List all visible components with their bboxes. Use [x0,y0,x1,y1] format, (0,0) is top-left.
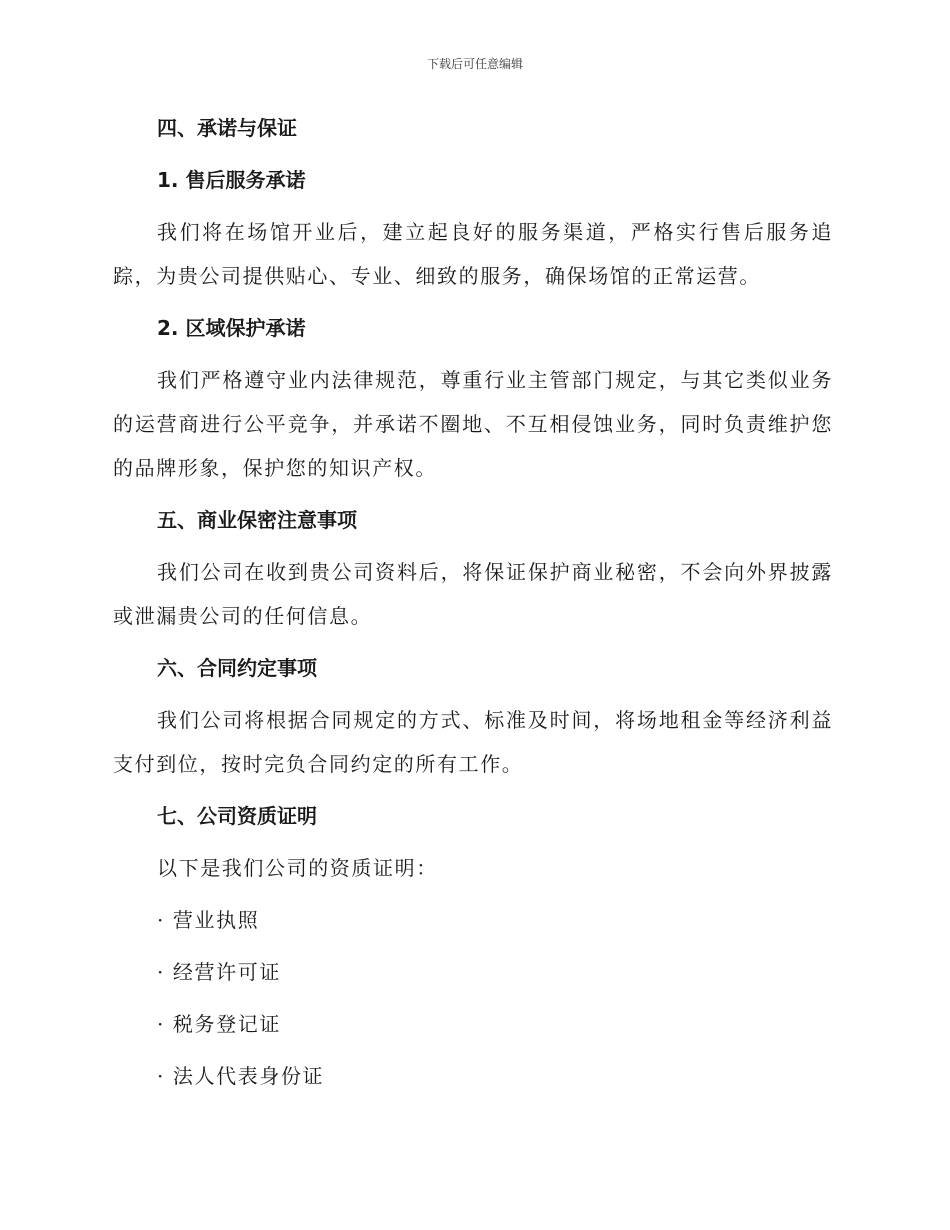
paragraph-confidentiality: 我们公司在收到贵公司资料后，将保证保护商业秘密，不会向外界披露或泄漏贵公司的任何信息。 [113,560,833,628]
paragraph-qualifications-intro: 以下是我们公司的资质证明： [157,856,438,880]
subheading-after-sales: 1. 售后服务承诺 [157,168,306,192]
list-item: · 法人代表身份证 [157,1064,325,1088]
section-heading-confidentiality: 五、商业保密注意事项 [157,508,357,532]
subheading-regional-protection: 2. 区域保护承诺 [157,316,306,340]
list-item: · 税务登记证 [157,1012,281,1036]
paragraph-regional-protection: 我们严格遵守业内法律规范，尊重行业主管部门规定，与其它类似业务的运营商进行公平竞争，并承诺不圈地、不互相侵蚀业务，同时负责维护您的品牌形象，保护您的知识产权。 [113,368,833,480]
paragraph-contract: 我们公司将根据合同规定的方式、标准及时间，将场地租金等经济利益支付到位，按时完负合同约定的所有工作。 [113,708,833,776]
document-body [113,106,833,1106]
list-item: · 经营许可证 [157,960,281,984]
section-heading-commitment: 四、承诺与保证 [157,116,297,140]
section-heading-contract: 六、合同约定事项 [157,656,317,680]
section-heading-qualifications: 七、公司资质证明 [157,804,317,828]
list-item: · 营业执照 [157,908,260,932]
paragraph-after-sales: 我们将在场馆开业后，建立起良好的服务渠道，严格实行售后服务追踪，为贵公司提供贴心、专业、细致的服务，确保场馆的正常运营。 [113,220,833,288]
page-header: 下载后可任意编辑 [426,57,523,71]
